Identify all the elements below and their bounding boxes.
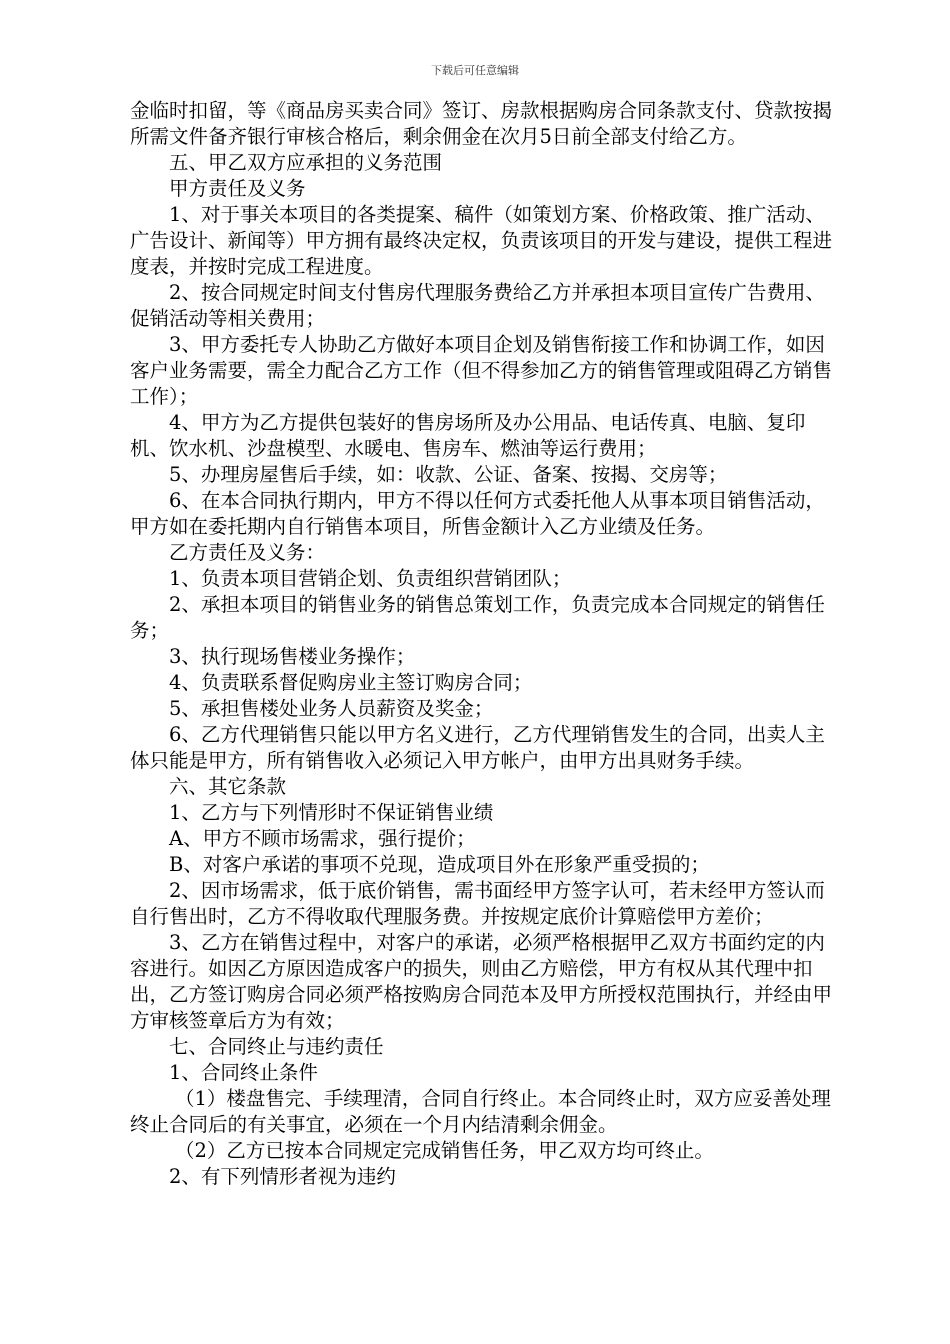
paragraph: 6、在本合同执行期内，甲方不得以任何方式委托他人从事本项目销售活动，甲方如在委托期内自行销售本项目，所售金额计入乙方业绩及任务。 [130,489,825,538]
paragraph: 1、对于事关本项目的各类提案、稿件（如策划方案、价格政策、推广活动、广告设计、新闻等）甲方拥有最终决定权，负责该项目的开发与建设，提供工程进度表，并按时完成工程进度。 [130,203,833,278]
paragraph: 3、乙方在销售过程中，对客户的承诺，必须严格根据甲乙双方书面约定的内容进行。如因乙方原因造成客户的损失，则由乙方赔偿，甲方有权从其代理中扣出，乙方签订购房合同必须严格按购房合同范本及甲方所授权范围执行，并经由甲方审核签章后方为有效； [130,931,833,1032]
paragraph: B、对客户承诺的事项不兑现，造成项目外在形象严重受损的； [169,853,710,876]
paragraph: 6、乙方代理销售只能以甲方名义进行，乙方代理销售发生的合同，出卖人主体只能是甲方，所有销售收入必须记入甲方帐户，由甲方出具财务手续。 [130,723,825,772]
paragraph: 乙方责任及义务： [169,541,326,564]
paragraph: 2、按合同规定时间支付售房代理服务费给乙方并承担本项目宣传广告费用、促销活动等相关费用； [130,281,825,330]
paragraph: 金临时扣留，等《商品房买卖合同》签订、房款根据购房合同条款支付、贷款按揭所需文件备齐银行审核合格后，剩余佣金在次月5日前全部支付给乙方。 [130,99,833,148]
paragraph: （1）楼盘售完、手续理清，合同自行终止。本合同终止时，双方应妥善处理终止合同后的有关事宜，必须在一个月内结清剩余佣金。 [130,1087,831,1136]
paragraph: 七、合同终止与违约责任 [169,1035,384,1058]
paragraph: 1、负责本项目营销企划、负责组织营销团队； [169,567,572,590]
paragraph: 3、执行现场售楼业务操作； [169,645,416,668]
paragraph: 1、乙方与下列情形时不保证销售业绩 [169,801,494,824]
paragraph: 5、承担售楼处业务人员薪资及奖金； [169,697,494,720]
paragraph: 六、其它条款 [169,775,287,798]
paragraph: 4、甲方为乙方提供包装好的售房场所及办公用品、电话传真、电脑、复印机、饮水机、沙盘模型、水暖电、售房车、燃油等运行费用； [130,411,806,460]
paragraph: 2、有下列情形者视为违约 [169,1165,396,1188]
paragraph: 1、合同终止条件 [169,1061,318,1084]
page-header: 下载后可任意编辑 [431,64,519,77]
paragraph: 5、办理房屋售后手续，如：收款、公证、备案、按揭、交房等； [169,463,728,486]
paragraph: 甲方责任及义务 [169,177,306,200]
paragraph: 2、因市场需求，低于底价销售，需书面经甲方签字认可，若未经甲方签认而自行售出时，乙方不得收取代理服务费。并按规定底价计算赔偿甲方差价； [130,879,825,928]
paragraph: 五、甲乙双方应承担的义务范围 [169,151,443,174]
paragraph: 4、负责联系督促购房业主签订购房合同； [169,671,533,694]
paragraph: （2）乙方已按本合同规定完成销售任务，甲乙双方均可终止。 [175,1139,714,1162]
document-body [130,98,842,1190]
paragraph: A、甲方不顾市场需求，强行提价； [169,827,476,850]
paragraph: 2、承担本项目的销售业务的销售总策划工作，负责完成本合同规定的销售任务； [130,593,825,642]
paragraph: 3、甲方委托专人协助乙方做好本项目企划及销售衔接工作和协调工作，如因客户业务需要，需全力配合乙方工作（但不得参加乙方的销售管理或阻碍乙方销售工作）； [130,333,833,408]
